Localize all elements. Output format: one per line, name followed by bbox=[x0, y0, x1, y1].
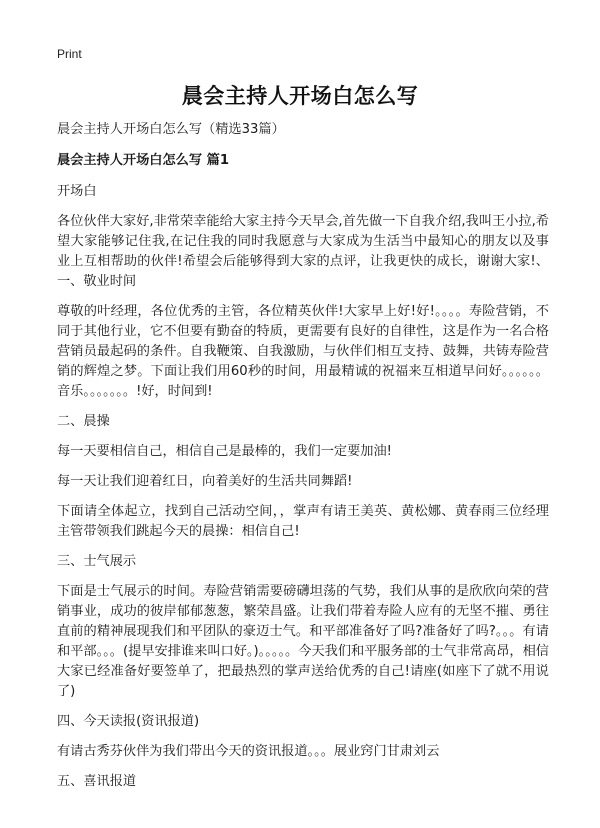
document-title: 晨会主持人开场白怎么写 bbox=[181, 84, 419, 108]
paragraph-dance: 每一天让我们迎着红日，向着美好的生活共同舞蹈! bbox=[57, 474, 353, 489]
document-subtitle: 晨会主持人开场白怎么写（精选33篇） bbox=[57, 122, 285, 137]
section-label-morning-exercise: 二、晨操 bbox=[57, 414, 110, 429]
document-body bbox=[57, 120, 549, 802]
section-label-good-news: 五、喜讯报道 bbox=[57, 774, 137, 789]
print-link[interactable]: Print bbox=[57, 47, 82, 61]
paragraph-greeting: 尊敬的叶经理，各位优秀的主管，各位精英伙伴!大家早上好!好!。。。。寿险营销，不同于其他行业，它不但要有勤奋的特质，更需要有良好的自律性，这是作为一名合格营销员最起码的条件。自我鞭策、自我激励，与伙伴们相互支持、鼓舞，共铸寿险营销的辉煌之梦。下面让我们用60秒的时间，用最精诚的祝福来互相道早问好。。。。。。音乐。。。。。。。!好，时间到! bbox=[57, 304, 549, 399]
section-label-morale: 三、士气展示 bbox=[57, 554, 137, 569]
section-label-news: 四、今天读报(资讯报道) bbox=[57, 714, 200, 729]
paragraph-self-introduction: 各位伙伴大家好,非常荣幸能给大家主持今天早会,首先做一下自我介绍,我叫王小拉,希望大家能够记住我,在记住我的同时我愿意与大家成为生活当中最知心的朋友以及事业上互相帮助的伙伴!希望会后能够得到大家的点评，让我更快的成长，谢谢大家!、一、敬业时间 bbox=[57, 214, 549, 289]
section-heading: 晨会主持人开场白怎么写 篇1 bbox=[57, 153, 230, 168]
paragraph-stand-up: 下面请全体起立，找到自己活动空间，，掌声有请王美英、黄松娜、黄春雨三位经理主管带领我们跳起今天的晨操：相信自己! bbox=[57, 504, 549, 539]
paragraph-morale: 下面是士气展示的时间。寿险营销需要磅礴坦荡的气势，我们从事的是欣欣向荣的营销事业，成功的彼岸郁郁葱葱，繁荣昌盛。让我们带着寿险人应有的无坚不摧、勇往直前的精神展现我们和平团队的豪迈士气。和平部准备好了吗?准备好了吗?。。。有请和平部。。。(提早安排谁来叫口好。)。。。。。今天我们和平服务部的士气非常高昂，相信大家已经准备好要签单了，把最热烈的掌声送给优秀的自己!请座(如座下了就不用说了) bbox=[57, 584, 549, 699]
paragraph-news: 有请古秀芬伙伴为我们带出今天的资讯报道。。。展业窍门甘肃刘云 bbox=[57, 744, 440, 759]
paragraph-opening-label: 开场白 bbox=[57, 184, 97, 199]
paragraph-believe-yourself: 每一天要相信自己，相信自己是最棒的，我们一定要加油! bbox=[57, 444, 392, 459]
